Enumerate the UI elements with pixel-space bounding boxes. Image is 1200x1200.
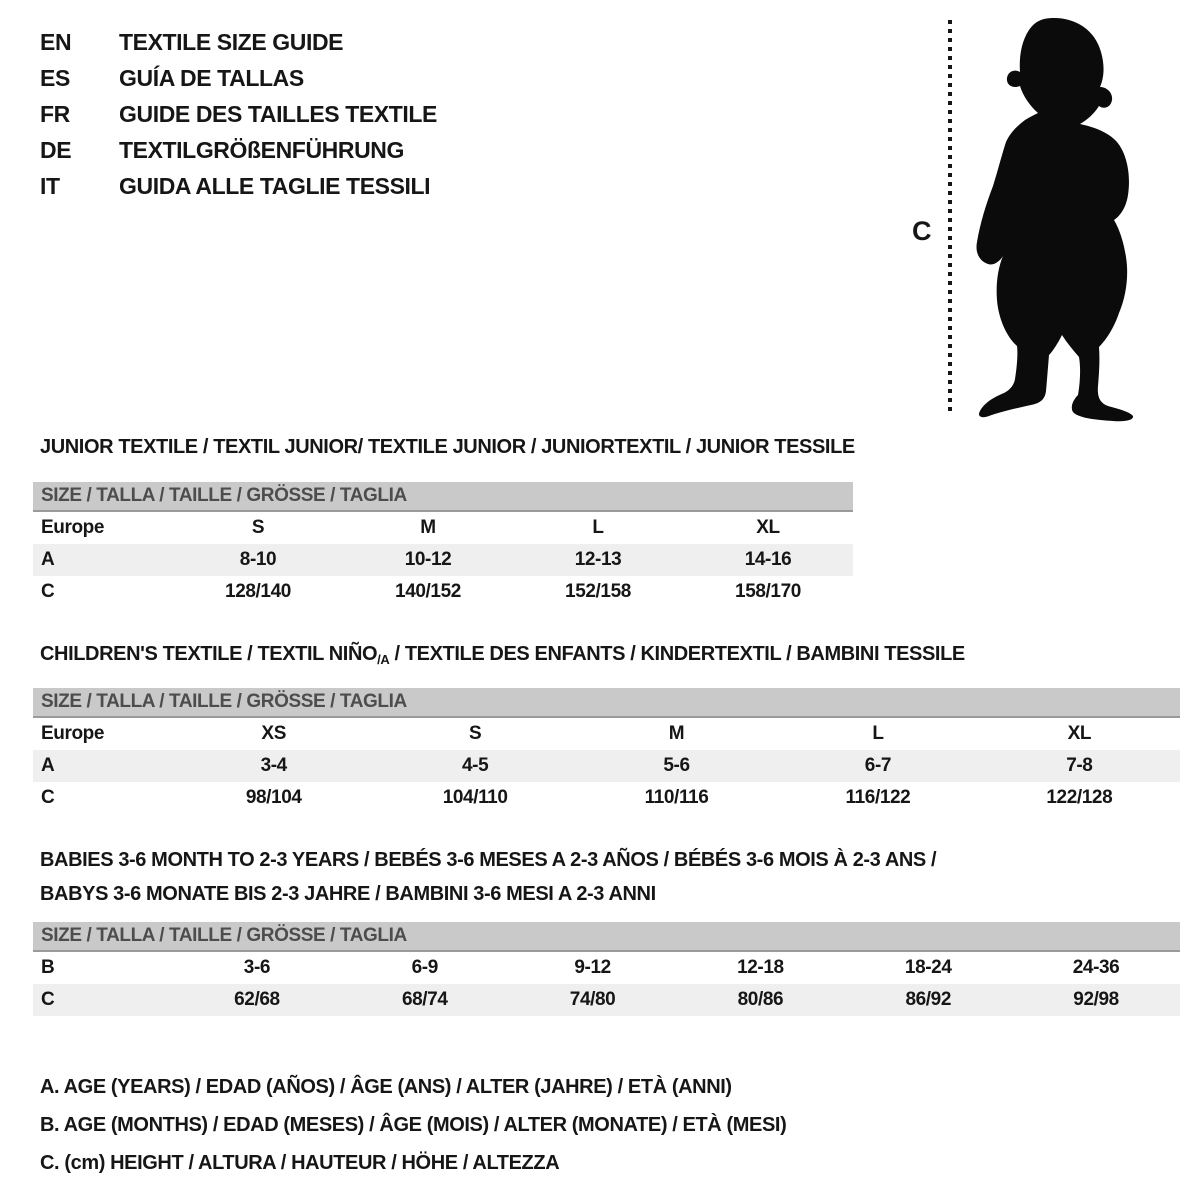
lang-label: GUIDA ALLE TAGLIE TESSILI <box>119 172 431 199</box>
size-cell: 152/158 <box>565 581 631 602</box>
size-cell: 24-36 <box>1072 957 1120 978</box>
size-cell: 122/128 <box>1046 787 1113 808</box>
lang-code: FR <box>40 100 70 127</box>
row-label: A <box>41 755 55 776</box>
junior-section-title: JUNIOR TEXTILE / TEXTIL JUNIOR/ TEXTILE JUNIOR / JUNIORTEXTIL / JUNIOR TESSILE <box>40 436 855 458</box>
lang-label: GUIDE DES TAILLES TEXTILE <box>119 100 437 127</box>
size-cell: 92/98 <box>1073 989 1119 1010</box>
table-row-europe <box>33 512 853 544</box>
size-cell: XS <box>261 723 286 744</box>
children-title-text: CHILDREN'S TEXTILE / TEXTIL NIÑO <box>40 643 378 665</box>
lang-row-en <box>40 24 437 60</box>
children-size-table <box>33 688 1180 814</box>
size-cell: XL <box>1067 723 1092 744</box>
children-title-text: / TEXTILE DES ENFANTS / KINDERTEXTIL / BAMBINI TESSILE <box>389 643 965 665</box>
size-cell: 6-7 <box>864 755 892 776</box>
measurement-legend <box>40 1068 786 1182</box>
toddler-silhouette-image <box>962 14 1162 424</box>
table-row-height-cm <box>33 576 853 608</box>
size-cell: 140/152 <box>395 581 461 602</box>
size-cell: S <box>468 723 482 744</box>
junior-size-table <box>33 482 853 608</box>
table-row-age-years <box>33 750 1180 782</box>
size-cell: 98/104 <box>245 787 302 808</box>
size-cell: 3-4 <box>260 755 287 776</box>
size-cell: M <box>668 723 685 744</box>
size-cell: 7-8 <box>1066 755 1093 776</box>
size-cell: 5-6 <box>663 755 690 776</box>
babies-size-table <box>33 922 1180 1016</box>
table-row-age-months <box>33 952 1180 984</box>
lang-row-es <box>40 60 437 96</box>
size-cell: 12-13 <box>574 549 622 570</box>
table-row-age-years <box>33 544 853 576</box>
lang-label: TEXTILGRÖßENFÜHRUNG <box>119 136 404 163</box>
legend-line-c: C. (cm) HEIGHT / ALTURA / HAUTEUR / HÖHE / ALTEZZA <box>40 1152 560 1174</box>
size-cell: 3-6 <box>243 957 271 978</box>
size-cell: 6-9 <box>411 957 438 978</box>
size-cell: 12-18 <box>737 957 784 978</box>
size-cell: 80/86 <box>737 989 784 1010</box>
size-cell: M <box>420 517 436 538</box>
size-cell: 158/170 <box>735 581 801 602</box>
size-cell: 116/122 <box>845 787 911 808</box>
children-title-subscript: /A <box>377 652 390 667</box>
size-cell: S <box>251 517 265 538</box>
size-cell: 14-16 <box>744 549 792 570</box>
size-cell: 9-12 <box>574 957 611 978</box>
language-list <box>40 24 437 204</box>
height-measure-dashed-line <box>948 20 952 416</box>
babies-title-line2: BABYS 3-6 MONATE BIS 2-3 JAHRE / BAMBINI 3-6 MESI A 2-3 ANNI <box>40 883 656 905</box>
size-header-bar: SIZE / TALLA / TAILLE / GRÖSSE / TAGLIA <box>33 482 853 512</box>
table-row-height-cm <box>33 782 1180 814</box>
size-cell: 68/74 <box>401 989 448 1010</box>
lang-code: IT <box>40 172 60 199</box>
height-measure-label: C <box>912 216 932 246</box>
size-cell: L <box>872 723 884 744</box>
size-cell: 4-5 <box>461 755 489 776</box>
lang-code: DE <box>40 136 72 163</box>
lang-row-fr <box>40 96 437 132</box>
size-cell: 10-12 <box>404 549 452 570</box>
lang-row-it <box>40 168 437 204</box>
size-cell: 8-10 <box>239 549 277 570</box>
row-label: Europe <box>41 723 105 744</box>
row-label: B <box>41 957 55 978</box>
size-cell: 86/92 <box>905 989 951 1010</box>
row-label: C <box>41 787 55 808</box>
lang-label: TEXTILE SIZE GUIDE <box>119 28 344 55</box>
children-section-title <box>40 643 965 667</box>
lang-row-de <box>40 132 437 168</box>
size-cell: L <box>592 517 604 538</box>
row-label: C <box>41 989 55 1010</box>
lang-code: EN <box>40 28 72 55</box>
size-cell: 62/68 <box>234 989 280 1010</box>
lang-label: GUÍA DE TALLAS <box>119 64 304 91</box>
lang-code: ES <box>40 64 70 91</box>
size-cell: XL <box>756 517 780 538</box>
row-label: Europe <box>41 517 105 538</box>
size-cell: 18-24 <box>904 957 952 978</box>
size-cell: 110/116 <box>644 787 709 808</box>
babies-section-title <box>40 843 936 911</box>
row-label: C <box>41 581 55 602</box>
size-cell: 128/140 <box>225 581 291 602</box>
size-cell: 104/110 <box>442 787 508 808</box>
table-row-height-cm <box>33 984 1180 1016</box>
size-cell: 74/80 <box>569 989 616 1010</box>
row-label: A <box>41 549 55 570</box>
babies-title-line1: BABIES 3-6 MONTH TO 2-3 YEARS / BEBÉS 3-6 MESES A 2-3 AÑOS / BÉBÉS 3-6 MOIS À 2-3 ANS / <box>40 849 937 871</box>
table-row-europe <box>33 718 1180 750</box>
legend-line-a: A. AGE (YEARS) / EDAD (AÑOS) / ÂGE (ANS) / ALTER (JAHRE) / ETÀ (ANNI) <box>40 1076 732 1098</box>
legend-line-b: B. AGE (MONTHS) / EDAD (MESES) / ÂGE (MOIS) / ALTER (MONATE) / ETÀ (MESI) <box>40 1114 787 1136</box>
size-header-bar: SIZE / TALLA / TAILLE / GRÖSSE / TAGLIA <box>33 922 1180 952</box>
size-header-bar: SIZE / TALLA / TAILLE / GRÖSSE / TAGLIA <box>33 688 1180 718</box>
